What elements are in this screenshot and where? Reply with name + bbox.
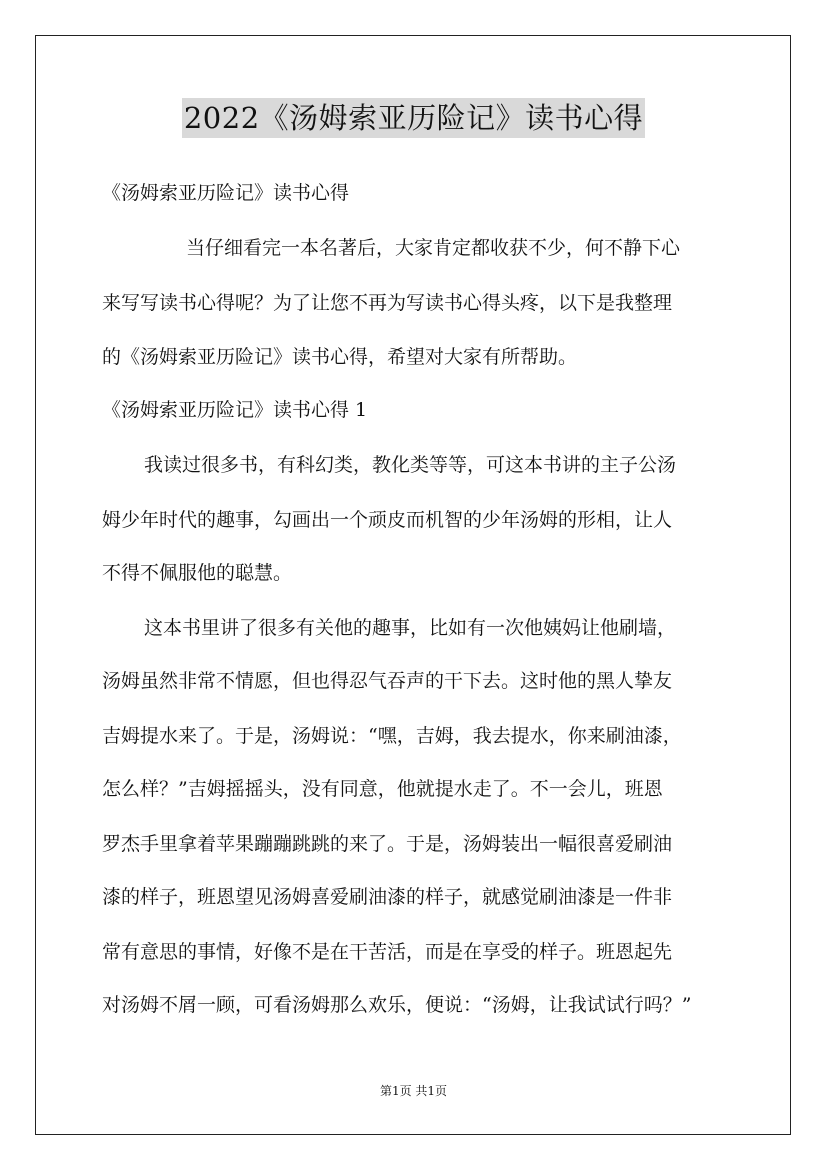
paragraph-line: 姆少年时代的趣事，勾画出一个顽皮而机智的少年汤姆的形相，让人 <box>102 509 673 531</box>
subheading: 《汤姆索亚历险记》读书心得 <box>102 182 350 204</box>
page-footer: 第1页 共1页 <box>379 1084 448 1098</box>
intro-line: 来写写读书心得呢？为了让您不再为写读书心得头疼，以下是我整理 <box>102 292 673 314</box>
paragraph-line: 对汤姆不屑一顾，可看汤姆那么欢乐，便说：“汤姆，让我试试行吗？” <box>102 994 692 1016</box>
paragraph-line: 漆的样子，班恩望见汤姆喜爱刷油漆的样子，就感觉刷油漆是一件非 <box>102 886 673 908</box>
paragraph-line: 汤姆虽然非常不情愿，但也得忍气吞声的干下去。这时他的黑人挚友 <box>102 670 673 692</box>
paragraph-line: 怎么样？”吉姆摇摇头，没有同意，他就提水走了。不一会儿，班恩 <box>102 778 663 800</box>
paragraph-line: 罗杰手里拿着苹果蹦蹦跳跳的来了。于是，汤姆装出一幅很喜爱刷油 <box>102 833 673 855</box>
paragraph-line: 常有意思的事情，好像不是在干苦活，而是在享受的样子。班恩起先 <box>102 941 673 963</box>
section-heading: 《汤姆索亚历险记》读书心得 1 <box>102 399 368 421</box>
intro-line: 的《汤姆索亚历险记》读书心得，希望对大家有所帮助。 <box>102 346 578 368</box>
paragraph-line: 我读过很多书，有科幻类，教化类等等，可这本书讲的主子公汤 <box>144 454 677 476</box>
paragraph-line: 吉姆提水来了。于是，汤姆说：“嘿，吉姆，我去提水，你来刷油漆， <box>102 725 682 747</box>
intro-line: 当仔细看完一本名著后，大家肯定都收获不少，何不静下心 <box>186 237 681 259</box>
title-container <box>0 98 827 138</box>
document-title: 2022《汤姆索亚历险记》读书心得 <box>182 98 645 138</box>
paragraph-line: 这本书里讲了很多有关他的趣事，比如有一次他姨妈让他刷墙， <box>144 617 677 639</box>
paragraph-line: 不得不佩服他的聪慧。 <box>102 562 293 584</box>
